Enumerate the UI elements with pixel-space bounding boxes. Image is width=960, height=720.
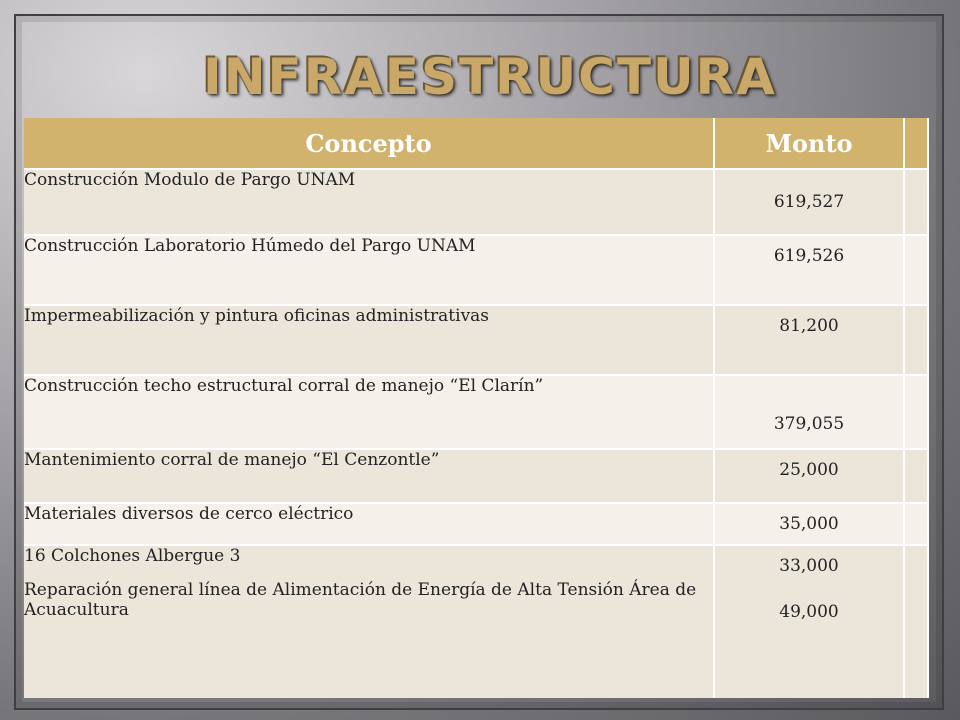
monto-cell	[714, 545, 904, 698]
concepto-line: 16 Colchones Albergue 3	[24, 546, 241, 566]
concepto-cell	[24, 545, 714, 698]
table-row	[24, 305, 928, 375]
empty-cell	[904, 545, 928, 698]
concepto-cell: Construcción techo estructural corral de manejo “El Clarín”	[24, 375, 714, 449]
table-header-row	[24, 118, 928, 169]
table-row	[24, 503, 928, 545]
table-row	[24, 235, 928, 305]
monto-cell: 619,527	[714, 169, 904, 235]
monto-cell: 35,000	[714, 503, 904, 545]
monto-line: 49,000	[779, 602, 839, 622]
empty-cell	[904, 235, 928, 305]
concepto-line: Reparación general línea de Alimentación de Energía de Alta Tensión Área de Acuacultura	[24, 580, 697, 620]
empty-cell	[904, 305, 928, 375]
infrastructure-table	[24, 118, 929, 698]
concepto-cell: Impermeabilización y pintura oficinas administrativas	[24, 305, 714, 375]
monto-cell: 379,055	[714, 375, 904, 449]
header-concepto: Concepto	[24, 118, 714, 169]
empty-cell	[904, 449, 928, 503]
empty-cell	[904, 169, 928, 235]
table-row	[24, 169, 928, 235]
empty-cell	[904, 503, 928, 545]
empty-cell	[904, 375, 928, 449]
concepto-cell: Materiales diversos de cerco eléctrico	[24, 503, 714, 545]
table-row	[24, 545, 928, 698]
header-extra	[904, 118, 928, 169]
table-row	[24, 449, 928, 503]
slide-title: INFRAESTRUCTURA	[203, 48, 777, 106]
header-monto: Monto	[714, 118, 904, 169]
concepto-cell: Construcción Laboratorio Húmedo del Pargo UNAM	[24, 235, 714, 305]
concepto-cell: Construcción Modulo de Pargo UNAM	[24, 169, 714, 235]
monto-cell: 81,200	[714, 305, 904, 375]
concepto-cell: Mantenimiento corral de manejo “El Cenzontle”	[24, 449, 714, 503]
monto-line: 33,000	[779, 556, 839, 576]
monto-cell: 25,000	[714, 449, 904, 503]
table-row	[24, 375, 928, 449]
monto-cell: 619,526	[714, 235, 904, 305]
